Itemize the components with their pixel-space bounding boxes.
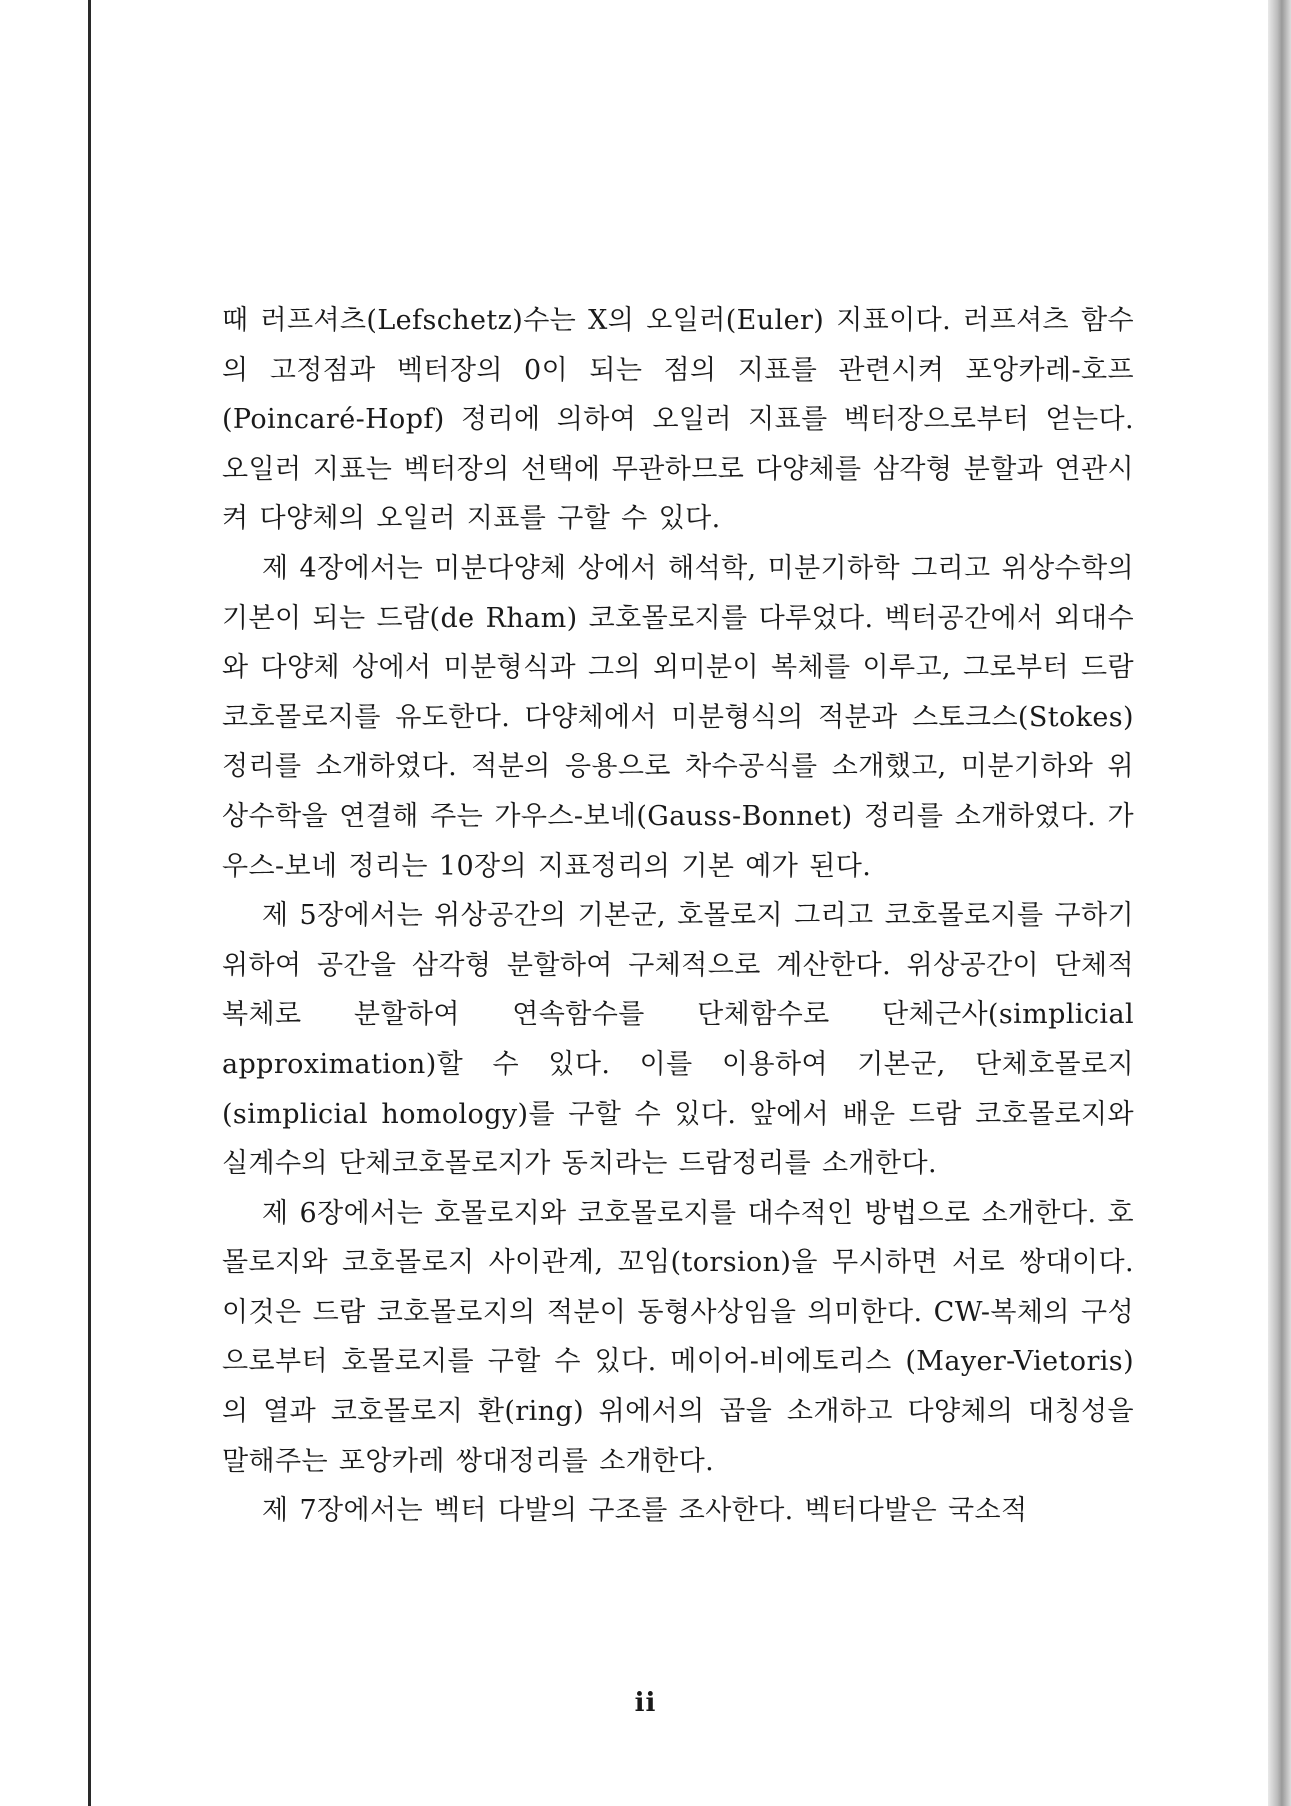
page-number: ii: [634, 1688, 657, 1718]
paragraph-chapter-7: 제 7장에서는 벡터 다발의 구조를 조사한다. 벡터다발은 국소적: [262, 1495, 1028, 1527]
paragraph-chapter-6: 제 6장에서는 호몰로지와 코호몰로지를 대수적인 방법으로 소개한다. 호몰로지와 코호몰로지 사이관계, 꼬임(torsion)을 무시하면 서로 쌍대이다. 이것은 드람 코호몰로지의 적분이 동형사상임을 의미한다. CW-복체의 구성으로부터 호몰로지를 구할 수 있다. 메이어-비에토리스 (Mayer-Vietoris)의 열과 코호몰로지 환(ring) 위에서의 곱을 소개하고 다양체의 대칭성을 말해주는 포앙카레 쌍대정리를 소개한다.: [222, 1197, 1134, 1477]
scan-right-edge: [1268, 0, 1291, 1806]
body-text: [222, 296, 1134, 1536]
paragraph-euler-characteristic: 때 러프셔츠(Lefschetz)수는 X의 오일러(Euler) 지표이다. 러프셔츠 함수의 고정점과 벡터장의 0이 되는 점의 지표를 관련시켜 포앙카레-호프(Poincaré-Hopf) 정리에 의하여 오일러 지표를 벡터장으로부터 얻는다. 오일러 지표는 벡터장의 선택에 무관하므로 다양체를 삼각형 분할과 연관시켜 다양체의 오일러 지표를 구할 수 있다.: [222, 305, 1134, 535]
paragraph-chapter-4: 제 4장에서는 미분다양체 상에서 해석학, 미분기하학 그리고 위상수학의 기본이 되는 드람(de Rham) 코호몰로지를 다루었다. 벡터공간에서 외대수와 다양체 상에서 미분형식과 그의 외미분이 복체를 이루고, 그로부터 드람 코호몰로지를 유도한다. 다양체에서 미분형식의 적분과 스토크스(Stokes) 정리를 소개하였다. 적분의 응용으로 차수공식를 소개했고, 미분기하와 위상수학을 연결해 주는 가우스-보네(Gauss-Bonnet) 정리를 소개하였다. 가우스-보네 정리는 10장의 지표정리의 기본 예가 된다.: [222, 552, 1134, 882]
paragraph-chapter-5: 제 5장에서는 위상공간의 기본군, 호몰로지 그리고 코호몰로지를 구하기 위하여 공간을 삼각형 분할하여 구체적으로 계산한다. 위상공간이 단체적 복체로 분할하여 연속함수를 단체함수로 단체근사(simplicial approximation)할 수 있다. 이를 이용하여 기본군, 단체호몰로지(simplicial homology)를 구할 수 있다. 앞에서 배운 드람 코호몰로지와 실계수의 단체코호몰로지가 동치라는 드람정리를 소개한다.: [222, 900, 1134, 1180]
